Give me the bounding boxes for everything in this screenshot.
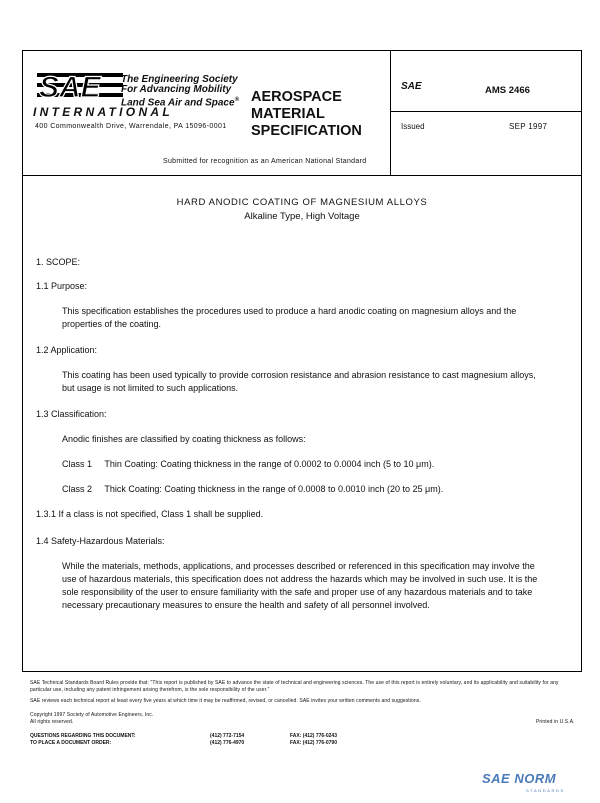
header-divider-bottom: [23, 175, 581, 176]
address: 400 Commonwealth Drive, Warrendale, PA 15096-0001: [35, 123, 227, 130]
printed-label: Printed in U.S.A.: [536, 719, 575, 725]
sae-norm-sub: STANDARDS: [526, 788, 565, 793]
footer-notice-1: SAE Technical Standards Board Rules provide that: "This report is published by SAE to advance the state of technical and engineering sciences. The use of this report is entirely voluntary, and its applicability and suitability for any particular use, including any patent infringement arising therefrom, is the sole responsibility of the user.": [30, 680, 559, 693]
doc-type-title: AEROSPACE MATERIAL SPECIFICATION: [251, 89, 362, 139]
footer-notice-2: SAE reviews each technical report at least every five years at which time it may be reaffirmed, revised, or cancelled. SAE invites your written comments and suggestions.: [30, 698, 421, 704]
header-divider-right: [390, 111, 581, 112]
doc-subtitle: Alkaline Type, High Voltage: [244, 211, 360, 222]
international-label: INTERNATIONAL: [33, 105, 174, 119]
sae-norm-text: SAE NORM: [482, 771, 557, 786]
order-phone: (412) 776-4970: [210, 740, 245, 746]
section-1-3-1-text: 1.3.1 If a class is not specified, Class 1 shall be supplied.: [36, 509, 264, 519]
section-1-4-heading: 1.4 Safety-Hazardous Materials:: [36, 536, 165, 546]
copyright: Copyright 1997 Society of Automotive Engineers, Inc.: [30, 712, 154, 718]
submitted-note: Submitted for recognition as an American National Standard: [163, 158, 367, 165]
header-divider-vertical: [390, 51, 391, 175]
sae-norm-watermark: [482, 770, 565, 793]
doc-title: HARD ANODIC COATING OF MAGNESIUM ALLOYS: [176, 197, 428, 208]
section-1-3-text: Anodic finishes are classified by coating thickness as follows:: [62, 434, 306, 444]
questions-fax: FAX: (412) 776-0243: [290, 733, 337, 739]
section-1-3-heading: 1.3 Classification:: [36, 409, 107, 419]
section-1-1-text: This specification establishes the procedures used to produce a hard anodic coating on magnesium alloys and the properties of the coating.: [62, 306, 517, 329]
society-tagline: The Engineering Society For Advancing Mobility Land Sea Air and Space®: [121, 74, 239, 109]
doc-number: AMS 2466: [485, 85, 530, 96]
order-label: TO PLACE A DOCUMENT ORDER:: [30, 740, 112, 746]
section-1-heading: 1. SCOPE:: [36, 257, 81, 267]
section-1-1-heading: 1.1 Purpose:: [36, 281, 88, 291]
issued-date: SEP 1997: [509, 122, 548, 131]
section-1-2-text: This coating has been used typically to provide corrosion resistance and abrasion resistance to cast magnesium alloys, but usage is not limited to such applications.: [62, 370, 536, 393]
questions-label: QUESTIONS REGARDING THIS DOCUMENT:: [30, 733, 136, 739]
issued-label: Issued: [401, 122, 425, 131]
questions-phone: (412) 772-7154: [210, 733, 245, 739]
class-2-row: Class 2 Thick Coating: Coating thickness in the range of 0.0008 to 0.0010 inch (20 to 25 μm).: [62, 484, 444, 494]
order-fax: FAX: (412) 776-0790: [290, 740, 337, 746]
section-1-4-text: While the materials, methods, applications, and processes described or referenced in this specification may involve the use of hazardous materials, this specification does not address the hazards which may be involved in such use. It is the sole responsibility of the user to ensure familiarity with the safe and proper use of any hazardous materials and to take necessary precautionary measures to ensure the health and safety of all personnel involved.: [62, 561, 538, 610]
section-1-2-heading: 1.2 Application:: [36, 345, 98, 355]
class-1-row: Class 1 Thin Coating: Coating thickness in the range of 0.0002 to 0.0004 inch (5 to 10 μm).: [62, 459, 435, 469]
sae-small-logo: SAE: [401, 81, 422, 92]
rights: All rights reserved.: [30, 719, 74, 725]
svg-text:SAE: SAE: [39, 73, 101, 104]
